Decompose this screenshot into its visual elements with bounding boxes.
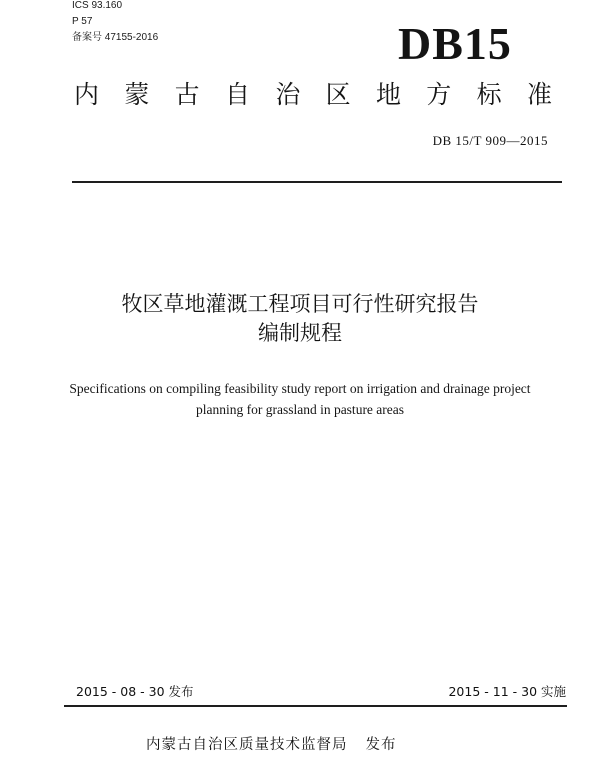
- document-title-zh: [60, 290, 540, 348]
- region-title-char: 准: [526, 80, 552, 109]
- ics-code: ICS 93.160: [72, 0, 123, 11]
- issuer-name: 内蒙古自治区质量技术监督局: [146, 737, 348, 753]
- standard-number: DB 15/T 909—2015: [432, 133, 548, 148]
- region-title-char: 治: [275, 80, 301, 109]
- issuing-authority: [146, 735, 397, 755]
- document-title-en: [60, 378, 540, 420]
- region-standard-title: [74, 78, 552, 112]
- region-title-char: 蒙: [124, 80, 150, 109]
- region-title-char: 地: [375, 80, 401, 109]
- region-title-char: 方: [426, 80, 452, 109]
- title-en-line2: planning for grassland in pasture areas: [195, 402, 405, 417]
- title-en-line1: Specifications on compiling feasibility study report on irrigation and drainage project: [69, 381, 531, 396]
- bottom-divider: [64, 705, 567, 707]
- region-title-char: 标: [476, 80, 502, 109]
- issue-action: 发布: [365, 737, 397, 753]
- standard-code-logo: DB15: [398, 18, 512, 69]
- region-title-char: 内: [74, 80, 100, 109]
- title-zh-line2: 编制规程: [258, 321, 342, 345]
- region-title-char: 自: [224, 80, 250, 109]
- ccs-code: P 57: [72, 16, 93, 27]
- region-title-char: 古: [174, 80, 200, 109]
- implementation-date: 2015 - 11 - 30 实施: [448, 684, 566, 699]
- title-zh-line1: 牧区草地灌溉工程项目可行性研究报告: [121, 292, 479, 316]
- region-title-char: 区: [325, 80, 351, 109]
- filing-number: 备案号 47155-2016: [72, 32, 159, 43]
- top-divider: [72, 181, 562, 183]
- issue-date: 2015 - 08 - 30 发布: [76, 684, 194, 699]
